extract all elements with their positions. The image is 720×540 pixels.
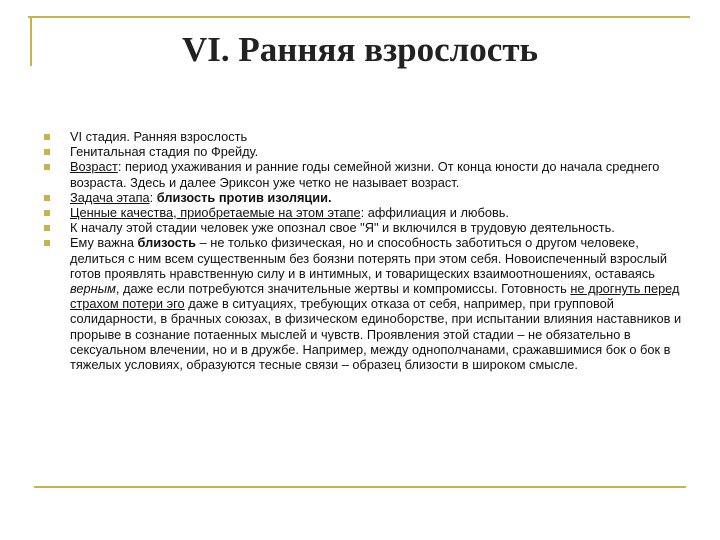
item-text: , даже если потребуются значительные жертвы и компромиссы. Готовность [115, 281, 571, 297]
item-underlined-text: не дрогнуть перед страхом потери эго [70, 281, 680, 312]
item-text: даже в ситуациях, требующих отказа от себя, например, при групповой солидарности, в брачных союзах, в физическом единоборстве, при испытании влияния наставников и прорыве в сознание потаенных мыслей и чувств. Проявления этой стадии – не обязательно в сексуальном влечении, но и в дружбе. Например, между однополчанами, сражавшимися бок о бок в тяжелых условиях, образуются тесные связи – образец близости в широком смысле. [70, 296, 682, 373]
list-item [44, 129, 684, 144]
item-text: Ему важна [70, 235, 138, 251]
item-text: – не только физическая, но и способность заботиться о другом человеке, делиться с ним всем существенным без боязни потерять при этом себя. Новоиспеченный взрослый готов проявлять нравственную силу и в интимных, и товарищеских взаимоотношениях, оставаясь [70, 235, 668, 281]
bullet-icon [44, 134, 50, 140]
list-item [44, 144, 684, 159]
list-item [44, 190, 684, 205]
item-text: : период ухаживания и ранние годы семейной жизни. От конца юности до начала среднего возраста. Здесь и далее Эриксон уже четко не называет возраст. [70, 159, 660, 190]
item-label: Возраст [70, 159, 118, 175]
slide-title: VI. Ранняя взрослость [181, 30, 539, 69]
item-bold-text: близость [137, 235, 197, 251]
top-border-line [28, 16, 690, 18]
bullet-list [44, 129, 684, 372]
bullet-icon [44, 149, 50, 155]
item-text: VI стадия. Ранняя взрослость [70, 129, 248, 144]
item-text: : аффилиация и любовь. [360, 205, 509, 221]
list-item [44, 235, 684, 372]
bottom-border-line [34, 486, 686, 488]
bullet-icon [44, 225, 50, 231]
item-italic-text: верным [70, 281, 116, 297]
list-item [44, 159, 684, 189]
bullet-icon [44, 240, 50, 246]
item-text: Генитальная стадия по Фрейду. [70, 144, 259, 160]
item-text: К началу этой стадии человек уже опознал свое "Я" и включился в трудовую деятельность. [70, 220, 615, 236]
bullet-icon [44, 195, 50, 201]
list-item [44, 220, 684, 235]
item-label: Ценные качества, приобретаемые на этом этапе [70, 205, 361, 221]
bullet-icon [44, 164, 50, 170]
list-item [44, 205, 684, 220]
item-text: : [149, 189, 157, 205]
item-label: Задача этапа [70, 189, 150, 205]
bullet-icon [44, 210, 50, 216]
item-bold-text: близость против изоляции. [156, 189, 332, 205]
